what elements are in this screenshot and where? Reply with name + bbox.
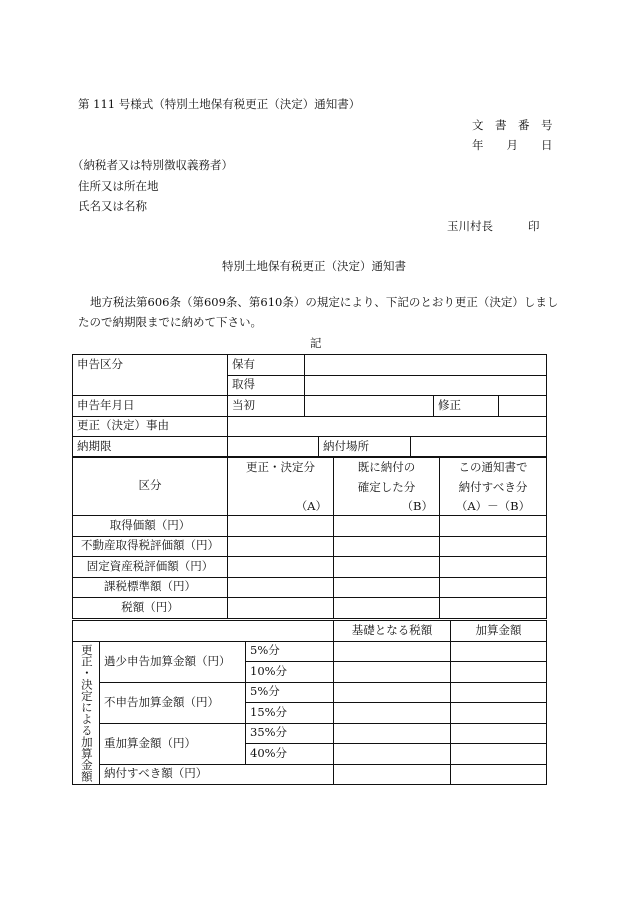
cell-penalty[interactable] [451, 641, 547, 662]
column-c-line2: 納付すべき分 [458, 480, 528, 494]
correction-label: 修正 [434, 396, 499, 417]
non-declaration-label: 不申告加算金額（円） [100, 682, 246, 723]
column-a-header [228, 457, 334, 516]
cell-a[interactable] [228, 598, 334, 619]
rate-40: 40%分 [246, 744, 334, 765]
form-number: 第 111 号様式（特別土地保有税更正（決定）通知書） [78, 97, 361, 111]
column-b-line2: 確定した分 [357, 480, 416, 494]
date-label: 年 月 日 [472, 138, 553, 152]
holding-value[interactable] [305, 355, 547, 376]
cell-a[interactable] [228, 516, 334, 537]
cell-b[interactable] [334, 577, 440, 598]
column-b-header [334, 457, 440, 516]
cell-penalty[interactable] [451, 703, 547, 724]
heavy-penalty-label: 重加算金額（円） [100, 723, 246, 764]
total-label: 納付すべき額（円） [100, 764, 334, 785]
cell-base[interactable] [334, 662, 451, 683]
cell-penalty[interactable] [451, 764, 547, 785]
ki-label: 記 [310, 336, 322, 350]
rate-5-non: 5%分 [246, 682, 334, 703]
cell-base[interactable] [334, 641, 451, 662]
column-c-line1: この通知書で [458, 460, 528, 474]
declaration-date-label: 申告年月日 [73, 396, 228, 417]
declaration-type-label: 申告区分 [73, 355, 228, 396]
cell-a[interactable] [228, 557, 334, 578]
rate-15: 15%分 [246, 703, 334, 724]
cell-c[interactable] [440, 598, 547, 619]
rate-35: 35%分 [246, 723, 334, 744]
penalty-table [72, 620, 547, 785]
cell-b[interactable] [334, 516, 440, 537]
main-table [72, 354, 547, 458]
document-title: 特別土地保有税更正（決定）通知書 [222, 259, 406, 273]
seal-mark: 印 [528, 219, 540, 233]
cell-base[interactable] [334, 703, 451, 724]
address-label: 住所又は所在地 [78, 179, 159, 193]
cell-b[interactable] [334, 598, 440, 619]
cell-c[interactable] [440, 536, 547, 557]
under-declaration-label: 過少申告加算金額（円） [100, 641, 246, 682]
cell-b[interactable] [334, 536, 440, 557]
cell-c[interactable] [440, 557, 547, 578]
issuer-name: 玉川村長 [447, 219, 493, 233]
column-b-line1: 既に納付の [357, 460, 416, 474]
initial-label: 当初 [228, 396, 305, 417]
column-a-line2: （A） [295, 499, 327, 513]
penalty-header-blank [73, 621, 334, 642]
recipient-role: （納税者又は特別徴収義務者） [72, 158, 233, 172]
row-real-estate-tax-value: 不動産取得税評価額（円） [73, 536, 228, 557]
rate-10: 10%分 [246, 662, 334, 683]
penalty-side-label: 更正・決定による加算金額 [73, 641, 100, 785]
acquisition-label: 取得 [228, 375, 305, 396]
column-c-line3: （A）－（B） [455, 499, 531, 513]
row-tax-amount: 税額（円） [73, 598, 228, 619]
cell-a[interactable] [228, 577, 334, 598]
penalty-amount-header: 加算金額 [451, 621, 547, 642]
column-b-line3: （B） [401, 499, 433, 513]
due-date-label: 納期限 [73, 437, 228, 458]
row-acquisition-price: 取得価額（円） [73, 516, 228, 537]
row-tax-base: 課税標準額（円） [73, 577, 228, 598]
amounts-table [72, 456, 547, 619]
payment-place-label: 納付場所 [319, 437, 411, 458]
cell-c[interactable] [440, 516, 547, 537]
body-text-line1: 地方税法第606条（第609条、第610条）の規定により、下記のとおり更正（決定）しまし [90, 295, 559, 309]
cell-penalty[interactable] [451, 744, 547, 765]
acquisition-value[interactable] [305, 375, 547, 396]
cell-base[interactable] [334, 682, 451, 703]
cell-c[interactable] [440, 577, 547, 598]
cell-base[interactable] [334, 723, 451, 744]
cell-b[interactable] [334, 557, 440, 578]
initial-date-value[interactable] [305, 396, 434, 417]
correction-date-value[interactable] [499, 396, 547, 417]
cell-base[interactable] [334, 744, 451, 765]
category-header: 区分 [73, 457, 228, 516]
rate-5-under: 5%分 [246, 641, 334, 662]
cell-penalty[interactable] [451, 723, 547, 744]
name-label: 氏名又は名称 [78, 199, 147, 213]
reason-value[interactable] [228, 416, 547, 437]
holding-label: 保有 [228, 355, 305, 376]
column-c-header [440, 457, 547, 516]
cell-base[interactable] [334, 764, 451, 785]
base-tax-header: 基礎となる税額 [334, 621, 451, 642]
payment-place-value[interactable] [411, 437, 547, 458]
cell-penalty[interactable] [451, 662, 547, 683]
document-number-label: 文 書 番 号 [472, 118, 553, 132]
reason-label: 更正（決定）事由 [73, 416, 228, 437]
row-fixed-asset-tax-value: 固定資産税評価額（円） [73, 557, 228, 578]
cell-penalty[interactable] [451, 682, 547, 703]
body-text-line2: たので納期限までに納めて下さい。 [78, 315, 262, 329]
column-a-line1: 更正・決定分 [246, 460, 315, 474]
due-date-value[interactable] [228, 437, 319, 458]
cell-a[interactable] [228, 536, 334, 557]
